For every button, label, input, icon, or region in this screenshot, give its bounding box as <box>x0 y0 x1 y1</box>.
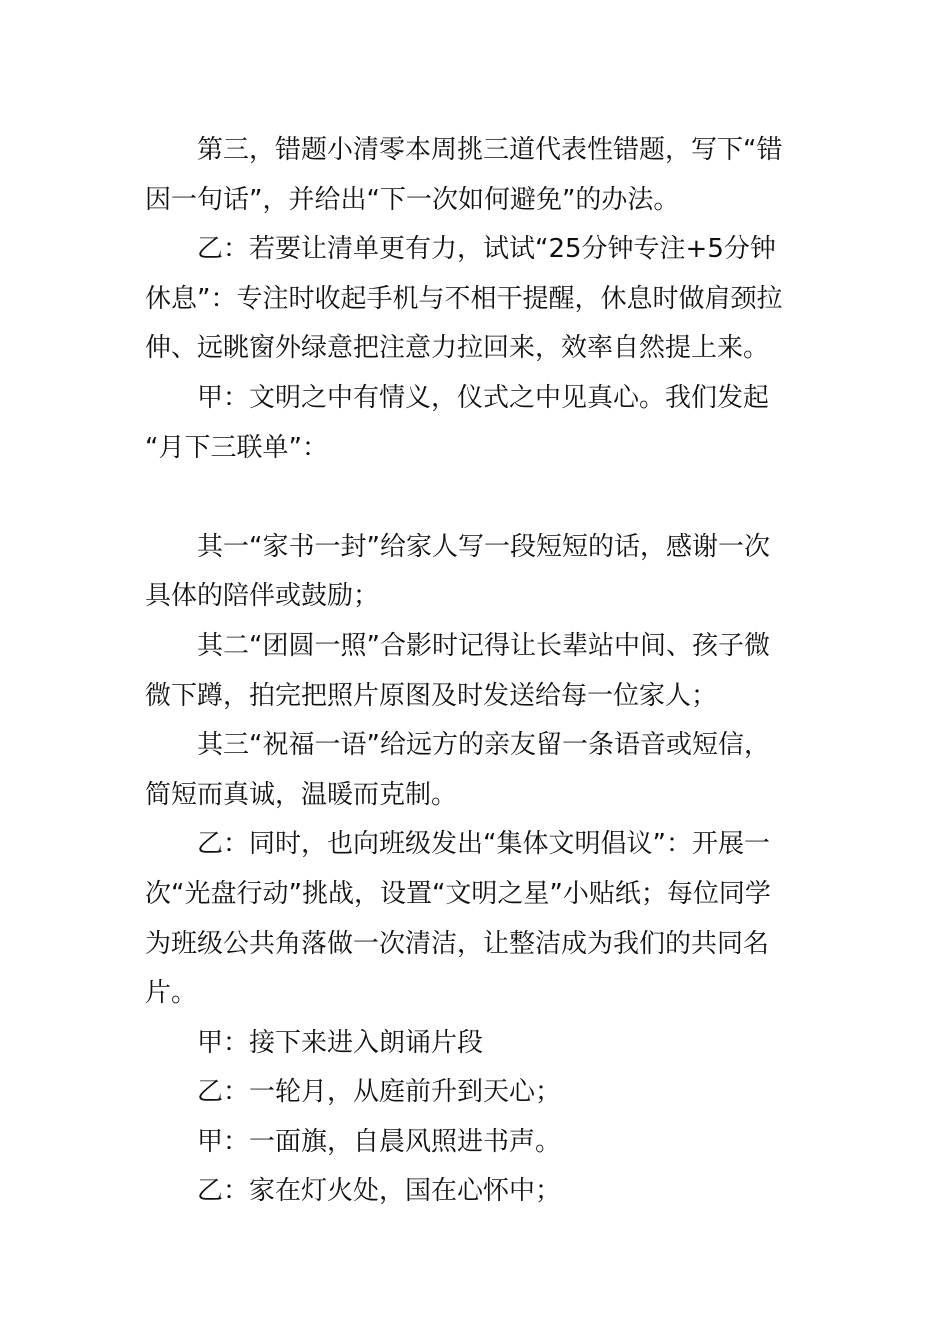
paragraph-civility-intro: 甲：文明之中有情义，仪式之中见真心。我们发起 <box>197 382 770 413</box>
paragraph-recitation-intro: 甲：接下来进入朗诵片段 <box>197 1027 484 1058</box>
paragraph-item-photo: 其二“团圆一照”合影时记得让长辈站中间、孩子微微下蹲，拍完把照片原图及时发送给每一位家人； <box>145 630 770 711</box>
paragraph-recitation-line-1: 乙：一轮月，从庭前升到天心； <box>197 1077 562 1108</box>
paragraph-item-letter: 其一“家书一封”给家人写一段短短的话，感谢一次具体的陪伴或鼓励； <box>145 531 770 612</box>
paragraph-triple-list-title: “月下三联单”： <box>145 432 328 463</box>
paragraph-pomodoro-tip: 乙：若要让清单更有力，试试“25分钟专注+5分钟休息”：专注时收起手机与不相干提醒，休息时做肩颈拉伸、远眺窗外绿意把注意力拉回来，效率自然提上来。 <box>145 234 783 364</box>
blank-line <box>145 473 795 523</box>
paragraph-recitation-line-3: 乙：家在灯火处，国在心怀中； <box>197 1176 562 1207</box>
paragraph-item-blessing: 其三“祝福一语”给远方的亲友留一条语音或短信，简短而真诚，温暖而克制。 <box>145 730 770 810</box>
document-body <box>145 126 795 1217</box>
paragraph-class-initiative: 乙：同时，也向班级发出“集体文明倡议”：开展一次“光盘行动”挑战，设置“文明之星”小贴纸；每位同学为班级公共角落做一次清洁，让整洁成为我们的共同名片。 <box>145 829 771 1009</box>
paragraph-error-review: 第三，错题小清零本周挑三道代表性错题，写下“错因一句话”，并给出“下一次如何避免”的办法。 <box>145 135 783 215</box>
paragraph-recitation-line-2: 甲：一面旗，自晨风照进书声。 <box>197 1126 562 1157</box>
